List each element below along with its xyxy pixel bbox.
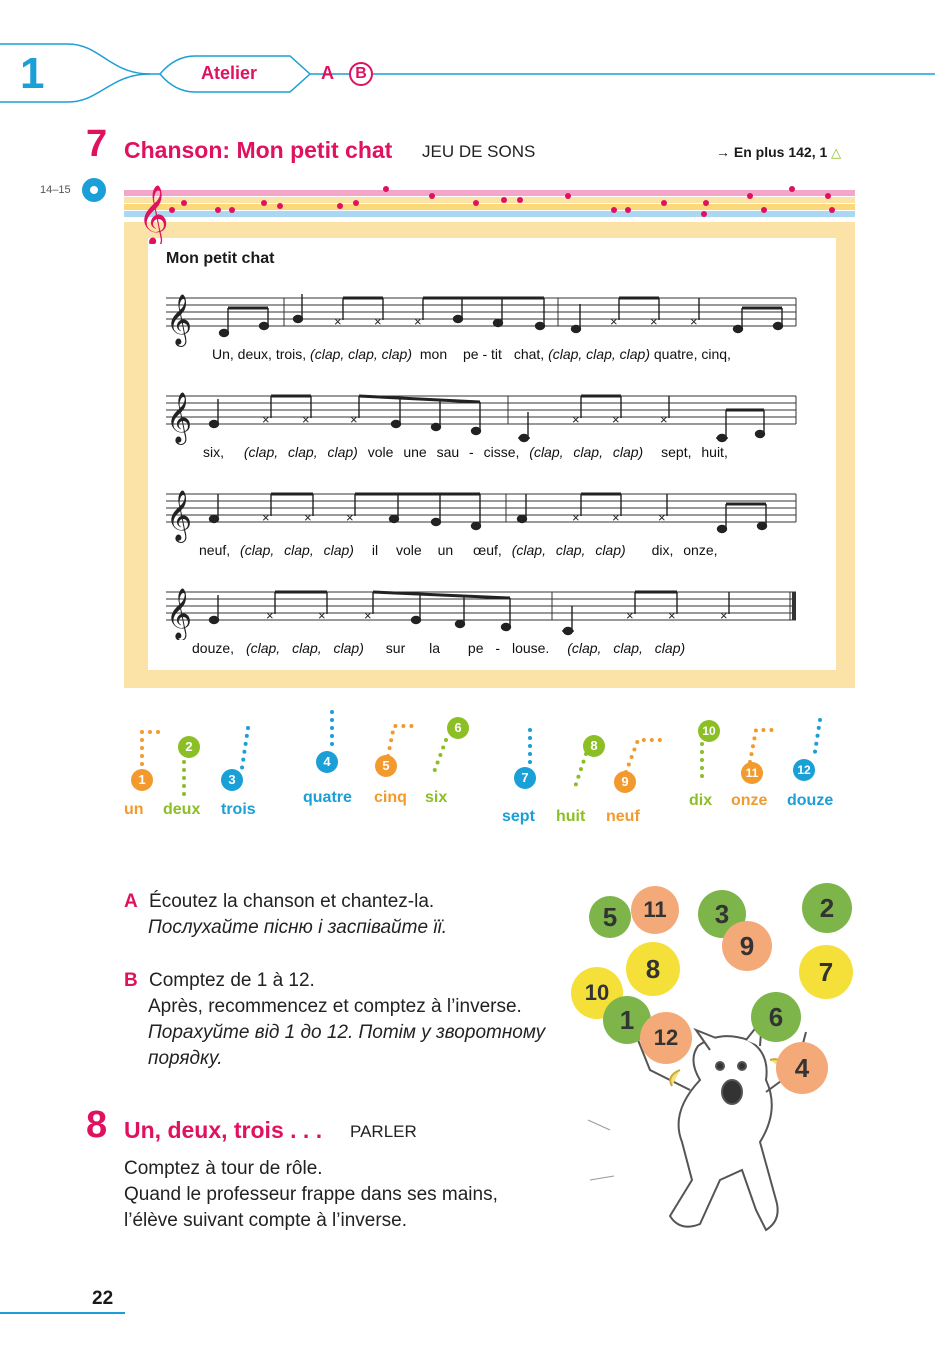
number-word-8: huit: [556, 808, 586, 825]
number-badge-1: 1: [131, 769, 153, 791]
ball-12: 12: [640, 1012, 692, 1064]
lyric: douze,: [192, 640, 235, 656]
exercise-7-title: Chanson: Mon petit chat: [124, 137, 393, 163]
lyric-clap: clap): [323, 542, 354, 558]
lyric: neuf,: [199, 542, 231, 558]
svg-text:×: ×: [374, 314, 382, 329]
lyric-clap: (clap,: [567, 640, 602, 656]
lyric-clap: clap,: [288, 444, 318, 460]
number-badge-9: 9: [614, 771, 636, 793]
svg-text:𝄞: 𝄞: [166, 490, 193, 541]
instruction-a-marker: A: [124, 891, 138, 912]
lyric: pe: [467, 640, 484, 656]
lyric: un: [437, 542, 454, 558]
svg-text:𝄞: 𝄞: [166, 588, 193, 639]
exercise-8-line1: Comptez à tour de rôle.: [124, 1158, 323, 1179]
svg-text:×: ×: [668, 608, 676, 623]
number-word-1: un: [124, 801, 144, 818]
music-score: [160, 280, 810, 640]
svg-text:×: ×: [612, 412, 620, 427]
lyric: louse.: [511, 640, 550, 656]
exercise-8-number: 8: [86, 1104, 108, 1146]
ball-10: 10: [571, 967, 623, 1019]
svg-text:×: ×: [572, 412, 580, 427]
ball-7: 7: [799, 945, 853, 999]
lyric: cinq,: [701, 346, 731, 362]
number-badge-3: 3: [221, 769, 243, 791]
svg-text:×: ×: [720, 608, 728, 623]
lyric: Un, deux, trois,: [212, 346, 307, 362]
number-badge-7: 7: [514, 767, 536, 789]
en-plus-text: → En plus 142, 1: [716, 144, 828, 160]
lyric-clap: clap): [327, 444, 358, 460]
instruction-a-text: Écoutez la chanson et chantez-la.: [149, 891, 435, 912]
ball-8: 8: [626, 942, 680, 996]
number-badge-6: 6: [447, 717, 469, 739]
lyric-clap: (clap, clap, clap): [310, 346, 412, 362]
footer-line: [0, 1312, 125, 1314]
svg-text:×: ×: [364, 608, 372, 623]
ball-5: 5: [589, 896, 631, 938]
ball-2: 2: [802, 883, 852, 933]
svg-text:×: ×: [346, 510, 354, 525]
number-word-10: dix: [689, 792, 713, 809]
svg-text:×: ×: [660, 412, 668, 427]
lyric-clap: clap,: [292, 640, 322, 656]
svg-text:×: ×: [266, 608, 274, 623]
cd-icon[interactable]: [82, 178, 106, 202]
exercise-7-number: 7: [86, 123, 108, 165]
instruction-b-text: Comptez de 1 à 12.: [149, 970, 315, 991]
lyric-clap: clap): [595, 542, 626, 558]
lyric: une: [403, 444, 427, 460]
lyric: sept,: [661, 444, 692, 460]
number-word-9: neuf: [606, 808, 640, 825]
lyric: pe: [463, 346, 479, 362]
ball-11: 11: [631, 886, 679, 934]
number-badge-4: 4: [316, 751, 338, 773]
ball-6: 6: [751, 992, 801, 1042]
lyric-clap: (clap,: [240, 542, 275, 558]
unit-number: 1: [20, 49, 45, 98]
number-badge-8: 8: [583, 735, 605, 757]
svg-text:×: ×: [414, 314, 422, 329]
exercise-8-line2: Quand le professeur frappe dans ses mains,: [124, 1184, 498, 1205]
lyric-clap: clap,: [573, 444, 603, 460]
instruction-b-line2: Après, recommencez et comptez à l’inverse.: [148, 996, 522, 1017]
lyric: chat,: [513, 346, 545, 362]
svg-text:×: ×: [262, 412, 270, 427]
track-number: 14–15: [40, 184, 71, 196]
lyric: sau: [436, 444, 460, 460]
svg-text:×: ×: [690, 314, 698, 329]
svg-text:×: ×: [612, 510, 620, 525]
number-word-4: quatre: [303, 789, 352, 806]
song-title: Mon petit chat: [166, 250, 275, 267]
lyric: sur: [385, 640, 406, 656]
lyric: tit: [491, 346, 502, 362]
svg-text:×: ×: [302, 412, 310, 427]
lyric: la: [429, 640, 441, 656]
exercise-8-line3: l’élève suivant compte à l’inverse.: [124, 1210, 408, 1231]
svg-text:𝄞: 𝄞: [166, 392, 193, 443]
lyric: mon: [419, 346, 448, 362]
svg-text:×: ×: [626, 608, 634, 623]
page-number: 22: [92, 1288, 114, 1309]
lyric-clap: clap,: [613, 640, 643, 656]
lyric: cisse,: [483, 444, 520, 460]
lyrics-line-2: [203, 444, 728, 460]
header-frame: [0, 0, 935, 110]
number-word-11: onze: [731, 792, 768, 809]
svg-text:×: ×: [610, 314, 618, 329]
number-word-3: trois: [221, 801, 256, 818]
ball-9: 9: [722, 921, 772, 971]
lyric: huit,: [701, 444, 728, 460]
lyric-clap: (clap,: [511, 542, 546, 558]
svg-text:×: ×: [572, 510, 580, 525]
svg-text:×: ×: [304, 510, 312, 525]
ball-4: 4: [776, 1042, 828, 1094]
lyric-clap: clap): [612, 444, 644, 460]
lyric-clap: clap,: [555, 542, 586, 558]
svg-text:×: ×: [334, 314, 342, 329]
number-badge-5: 5: [375, 755, 397, 777]
exercise-7-tag: JEU DE SONS: [422, 142, 536, 161]
number-badge-2: 2: [178, 736, 200, 758]
lyric: vole: [367, 444, 394, 460]
instruction-b-translation: Порахуйте від 1 до 12. Потім у зворотному: [148, 1022, 546, 1043]
number-word-5: cinq: [374, 789, 407, 806]
svg-text:×: ×: [658, 510, 666, 525]
number-word-2: deux: [163, 801, 201, 818]
lyric: dix,: [651, 542, 674, 558]
lyric-clap: clap): [333, 640, 364, 656]
lyric: œuf,: [473, 542, 502, 558]
ball-1: 1: [603, 996, 651, 1044]
lyric: -: [482, 346, 488, 362]
lyric-clap: clap,: [284, 542, 314, 558]
exercise-8-tag: PARLER: [350, 1122, 417, 1141]
instruction-a: [124, 889, 434, 915]
rainbow-staff: [124, 184, 855, 244]
number-word-12: douze: [787, 792, 834, 809]
number-badge-11: 11: [741, 762, 763, 784]
instruction-b-marker: B: [124, 970, 138, 991]
svg-text:×: ×: [650, 314, 658, 329]
number-badge-10: 10: [698, 720, 720, 742]
triangle-icon: △: [831, 145, 842, 160]
exercise-8-title: Un, deux, trois . . .: [124, 1117, 323, 1143]
number-badge-12: 12: [793, 759, 815, 781]
number-word-6: six: [425, 789, 448, 806]
lyric: vole: [396, 542, 422, 558]
atelier-label: Atelier: [201, 63, 258, 83]
lyric: il: [371, 542, 379, 558]
treble-clef-icon: 𝄞: [138, 185, 169, 244]
lyric: six,: [203, 444, 224, 460]
part-a-label: A: [321, 63, 334, 83]
lyric: onze,: [683, 542, 718, 558]
lyric-clap: clap): [654, 640, 686, 656]
lyric-clap: (clap,: [529, 444, 564, 460]
svg-text:×: ×: [262, 510, 270, 525]
instruction-b-translation-2: порядку.: [148, 1048, 223, 1069]
ball-3: 3: [698, 890, 746, 938]
svg-text:×: ×: [350, 412, 358, 427]
lyric-clap: (clap,: [245, 640, 281, 656]
part-b-badge: B: [349, 62, 373, 86]
number-word-7: sept: [502, 808, 535, 825]
lyric: quatre,: [653, 346, 698, 362]
lyrics-line-4: [192, 640, 685, 656]
lyric-clap: (clap,: [243, 444, 279, 460]
instruction-b: [124, 968, 315, 994]
lyric-clap: (clap, clap, clap): [548, 346, 650, 362]
lyrics-line-3: [199, 542, 718, 558]
en-plus-reference[interactable]: [716, 144, 841, 161]
lyric: -: [469, 444, 474, 460]
svg-text:×: ×: [318, 608, 326, 623]
lyric: -: [495, 640, 501, 656]
instruction-a-translation: Послухайте пісню і заспівайте її.: [148, 917, 448, 938]
lyrics-line-1: [212, 346, 731, 362]
svg-text:𝄞: 𝄞: [166, 294, 193, 345]
